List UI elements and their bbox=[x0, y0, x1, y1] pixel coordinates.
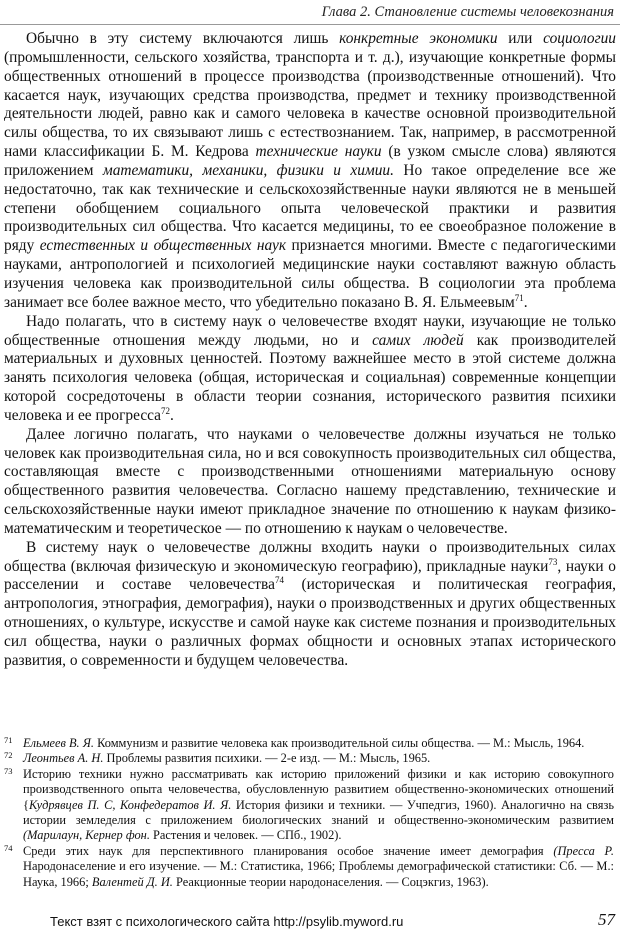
text-run: или bbox=[497, 30, 544, 47]
footnote-text: История физики и техники. — Учпедгиз, 1960). Аналогично на связь истории земледелия с приложением биологических знаний и общественно-экономическим развитием bbox=[23, 797, 614, 828]
text-run: Надо полагать, что в систему наук о человечестве входят науки, изучающие не только общественные отношения между людьми, но и bbox=[4, 312, 616, 349]
running-header: Глава 2. Становление системы человекознания bbox=[321, 4, 614, 20]
text-run: . bbox=[170, 406, 174, 424]
footnote-number: 73 bbox=[4, 766, 13, 776]
italic-run: математики, механики, физики и химии. bbox=[102, 161, 394, 179]
footnotes bbox=[4, 736, 618, 890]
footnote-ref-71: 71 bbox=[514, 292, 524, 303]
italic-run: конкретные экономики bbox=[339, 30, 498, 47]
main-text bbox=[4, 30, 616, 671]
footnote-number: 74 bbox=[4, 843, 13, 853]
text-run: как производителей материальных и духовных ценностей. Поэтому важнейшее место в этой системе должна занять психология человека (общая, историческая и социальная) современные концепции которой сосредоточены в области теории сознания, исторического развития психики человека и ее прогресса bbox=[4, 331, 616, 424]
footnote-text: Растения и человек. — СПб., 1902). bbox=[149, 828, 342, 843]
footnote-text: Реакционные теории народонаселения. — Соцэкгиз, 1963). bbox=[172, 874, 489, 889]
footnote-ref-72: 72 bbox=[161, 405, 171, 416]
footnote-author: Валентей Д. И. bbox=[91, 874, 173, 889]
header-rule bbox=[0, 24, 620, 25]
footnote-text: Среди этих наук для перспективного планирования особое значение имеет демография bbox=[23, 843, 554, 858]
paragraph-4 bbox=[4, 539, 616, 671]
footnote-71 bbox=[4, 736, 618, 751]
footnote-72 bbox=[4, 751, 618, 766]
footnote-ref-73: 73 bbox=[548, 556, 558, 567]
footnote-author: (Пресса Р. bbox=[553, 843, 614, 858]
footnote-author: Леонтьев А. Н. bbox=[23, 751, 104, 766]
page-number: 57 bbox=[598, 910, 615, 929]
text-run: признается многими. Вместе с педагогическими науками, антропологией и психологией медицинские науки составляют важную область изучения человека как производительной силы общества. В социологии эта проблема занимает все более важное место, что убедительно показано В. Я. Ельмеевым bbox=[4, 237, 616, 311]
text-run: (историческая и политическая география, антропология, этнография, демография), науки о производственных и других общественных отношениях, о культуре, искусстве и самой науке как системе познания и производительных сил общества, науки о различных формах общности и основных этапах исторического развития, о современности и будущем человечества. bbox=[4, 576, 616, 669]
paragraph-3: Далее логично полагать, что науками о человечестве должны изучаться не только человек как производительная сила, но и вся совокупность производительных сил общества, составляющая вместе с производственными отношениями материальную основу общественного развития человечества. Согласно нашему представлению, технические и сельскохозяйственные науки имеют прикладное значение по отношению к наукам физико-математическим и теоретическое — по отношению к наукам о человечестве. bbox=[4, 425, 616, 537]
text-run: . bbox=[523, 293, 528, 311]
text-run: (промышленности, сельского хозяйства, транспорта и т. д.), изучающие конкретные формы общественных отношений в процессе производства (производственные отношений). Что касается наук, изучающих средства производства, предмет и технику производственной деятельности людей, равно как и самого человека в качестве основной производительной силы общества, то их связывают лишь с естествознанием. Так, например, в рассмотренной нами классификации Б. М. Кедрова bbox=[4, 48, 616, 161]
paragraph-2 bbox=[4, 313, 616, 426]
text-run: (в узком смысле слова) являются приложением bbox=[4, 143, 616, 179]
text-run: В систему наук о человечестве должны входить науки о производительных силах общества (включая физическую и экономическую географию), прикладные науки bbox=[4, 538, 616, 575]
footnote-73 bbox=[4, 767, 618, 844]
footnote-text: Историю техники нужно рассматривать как историю приложений физики и как историю совокупного производственного опыта человечества, обусловленную развитием общественно-экономических отношений { bbox=[23, 766, 614, 812]
italic-run: социологии bbox=[543, 30, 616, 47]
footnote-74 bbox=[4, 844, 618, 890]
footnote-author: Кудрявцев П. С, Конфедератов И. Я. bbox=[28, 797, 232, 812]
footnote-ref-74: 74 bbox=[274, 575, 284, 586]
footnote-text: Коммунизм и развитие человека как производительной силы общества. — М.: Мысль, 1964. bbox=[94, 736, 585, 750]
text-run: Обычно в эту систему включаются лишь bbox=[26, 30, 340, 47]
footnote-text: Народонаселение и его изучение. — М.: Статистика, 1966; Проблемы демографической статистики: Сб. — М.: Наука, 1966; bbox=[23, 859, 614, 889]
text-run: , науки о расселении и составе человечества bbox=[4, 557, 616, 594]
paragraph-1 bbox=[4, 30, 616, 313]
source-footer: Текст взят с психологического сайта http://psylib.myword.ru bbox=[50, 914, 404, 929]
footnote-author: (Марилаун, Кернер фон. bbox=[23, 828, 150, 843]
text-run: Но такое определение все же недостаточно, так как технические и сельскохозяйственные науки являются не в меньшей степени обобщением социального опыта человеческой практики и развития производительных сил общества. Что касается медицины, то ее своеобразное положение в ряду bbox=[4, 161, 616, 255]
footnote-number: 71 bbox=[4, 736, 13, 745]
footnote-text: Проблемы развития психики. — 2-е изд. — М.: Мысль, 1965. bbox=[103, 751, 431, 766]
footnote-author: Ельмеев В. Я. bbox=[23, 736, 94, 750]
footnote-number: 72 bbox=[4, 751, 13, 761]
italic-run: самих людей bbox=[372, 331, 464, 349]
italic-run: технические науки bbox=[255, 143, 382, 161]
italic-run: естественных и общественных наук bbox=[39, 237, 287, 255]
